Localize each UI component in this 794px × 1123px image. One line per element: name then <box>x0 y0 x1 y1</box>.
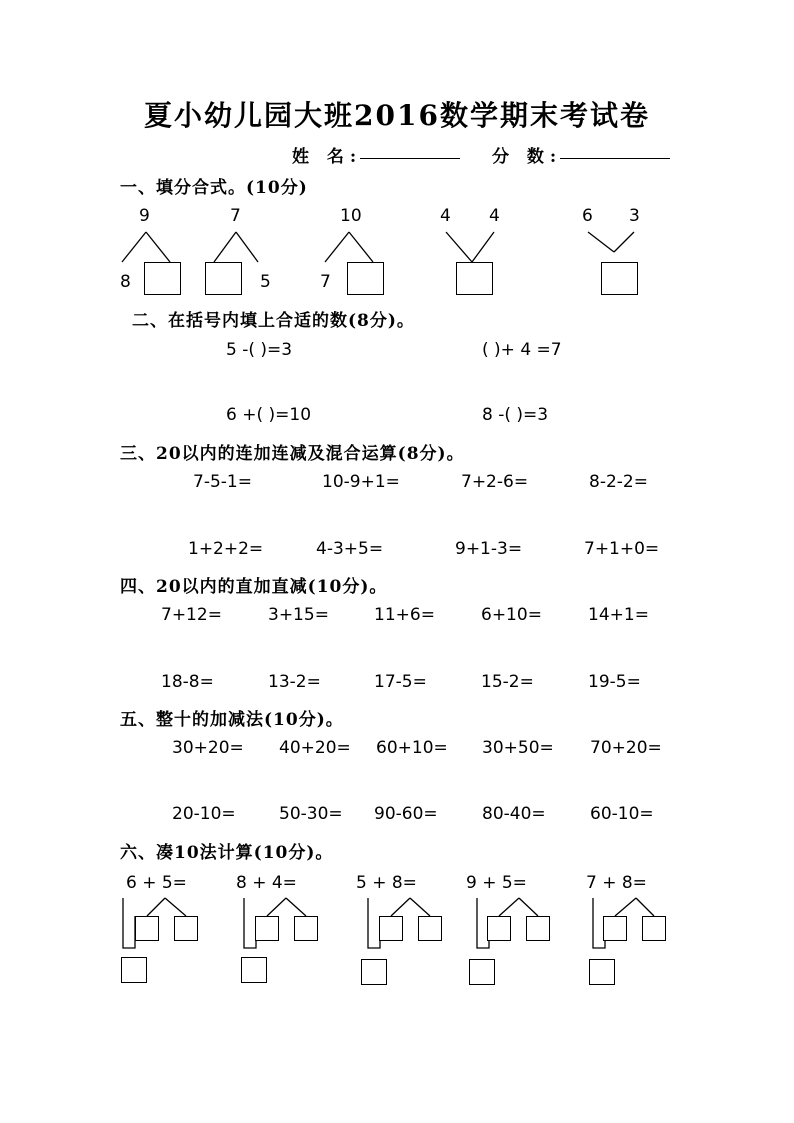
fill-blank-3[interactable]: 6 +( )=10 <box>226 405 312 425</box>
tens-problem[interactable]: 70+20= <box>590 738 662 758</box>
decompose-top-5a: 6 <box>582 206 593 226</box>
direct-problem[interactable]: 11+6= <box>374 605 435 625</box>
tens-problem[interactable]: 60-10= <box>590 804 654 824</box>
answer-box[interactable] <box>135 916 159 941</box>
score-label: 分 数: <box>492 147 563 167</box>
tens-problem[interactable]: 40+20= <box>279 738 351 758</box>
answer-box[interactable] <box>601 262 638 295</box>
score-field[interactable] <box>560 158 670 159</box>
mixed-problem[interactable]: 4-3+5= <box>316 539 384 559</box>
decompose-top-4b: 4 <box>489 206 500 226</box>
answer-box[interactable] <box>456 262 493 295</box>
answer-box[interactable] <box>205 262 242 295</box>
tens-problem[interactable]: 60+10= <box>376 738 448 758</box>
direct-problem[interactable]: 19-5= <box>588 672 641 692</box>
mixed-problem[interactable]: 10-9+1= <box>322 472 400 492</box>
direct-problem[interactable]: 3+15= <box>268 605 329 625</box>
make-ten-problem: 5 + 8= <box>356 873 417 893</box>
tens-problem[interactable]: 90-60= <box>374 804 438 824</box>
fill-blank-4[interactable]: 8 -( )=3 <box>482 405 549 425</box>
make-ten-problem: 9 + 5= <box>466 873 527 893</box>
answer-box[interactable] <box>603 916 627 941</box>
decompose-top-3: 10 <box>340 206 362 226</box>
mixed-problem[interactable]: 8-2-2= <box>589 472 648 492</box>
section-2-heading: 二、在括号内填上合适的数(8分)。 <box>132 311 415 331</box>
tens-problem[interactable]: 20-10= <box>172 804 236 824</box>
answer-box[interactable] <box>121 957 147 983</box>
direct-problem[interactable]: 15-2= <box>481 672 534 692</box>
make-ten-problem: 7 + 8= <box>586 873 647 893</box>
answer-box[interactable] <box>379 916 403 941</box>
answer-box[interactable] <box>487 916 511 941</box>
decompose-top-5b: 3 <box>629 206 640 226</box>
answer-box[interactable] <box>361 959 387 985</box>
direct-problem[interactable]: 13-2= <box>268 672 321 692</box>
name-label: 姓 名: <box>292 147 363 167</box>
tens-problem[interactable]: 30+20= <box>172 738 244 758</box>
decompose-known-1: 8 <box>120 272 131 292</box>
answer-box[interactable] <box>526 916 550 941</box>
answer-box[interactable] <box>241 957 267 983</box>
section-1-heading: 一、填分合式。(10分) <box>120 178 308 198</box>
answer-box[interactable] <box>642 916 666 941</box>
section-6-heading: 六、凑10法计算(10分)。 <box>120 843 334 863</box>
mixed-problem[interactable]: 7+1+0= <box>584 539 660 559</box>
name-field[interactable] <box>360 158 460 159</box>
decompose-known-3: 7 <box>320 272 331 292</box>
tens-problem[interactable]: 50-30= <box>279 804 343 824</box>
answer-box[interactable] <box>144 262 181 295</box>
fill-blank-2[interactable]: ( )+ 4 =7 <box>482 340 562 360</box>
answer-box[interactable] <box>347 262 384 295</box>
section-4-heading: 四、20以内的直加直减(10分)。 <box>120 577 388 597</box>
answer-box[interactable] <box>294 916 318 941</box>
decompose-top-4a: 4 <box>440 206 451 226</box>
direct-problem[interactable]: 6+10= <box>481 605 542 625</box>
direct-problem[interactable]: 7+12= <box>161 605 222 625</box>
section-5-heading: 五、整十的加减法(10分)。 <box>120 710 344 730</box>
direct-problem[interactable]: 18-8= <box>161 672 214 692</box>
tens-problem[interactable]: 30+50= <box>482 738 554 758</box>
mixed-problem[interactable]: 1+2+2= <box>188 539 264 559</box>
answer-box[interactable] <box>255 916 279 941</box>
direct-problem[interactable]: 14+1= <box>588 605 649 625</box>
tens-problem[interactable]: 80-40= <box>482 804 546 824</box>
mixed-problem[interactable]: 7-5-1= <box>193 472 252 492</box>
decompose-top-2: 7 <box>230 206 241 226</box>
section-3-heading: 三、20以内的连加连减及混合运算(8分)。 <box>120 444 465 464</box>
make-ten-problem: 6 + 5= <box>126 873 187 893</box>
answer-box[interactable] <box>589 959 615 985</box>
direct-problem[interactable]: 17-5= <box>374 672 427 692</box>
mixed-problem[interactable]: 7+2-6= <box>461 472 529 492</box>
decompose-top-1: 9 <box>139 206 150 226</box>
answer-box[interactable] <box>469 959 495 985</box>
answer-box[interactable] <box>418 916 442 941</box>
mixed-problem[interactable]: 9+1-3= <box>455 539 523 559</box>
make-ten-problem: 8 + 4= <box>236 873 297 893</box>
page-title: 夏小幼儿园大班2016数学期末考试卷 <box>144 99 650 132</box>
answer-box[interactable] <box>174 916 198 941</box>
decompose-known-2: 5 <box>260 272 271 292</box>
fill-blank-1[interactable]: 5 -( )=3 <box>226 340 293 360</box>
